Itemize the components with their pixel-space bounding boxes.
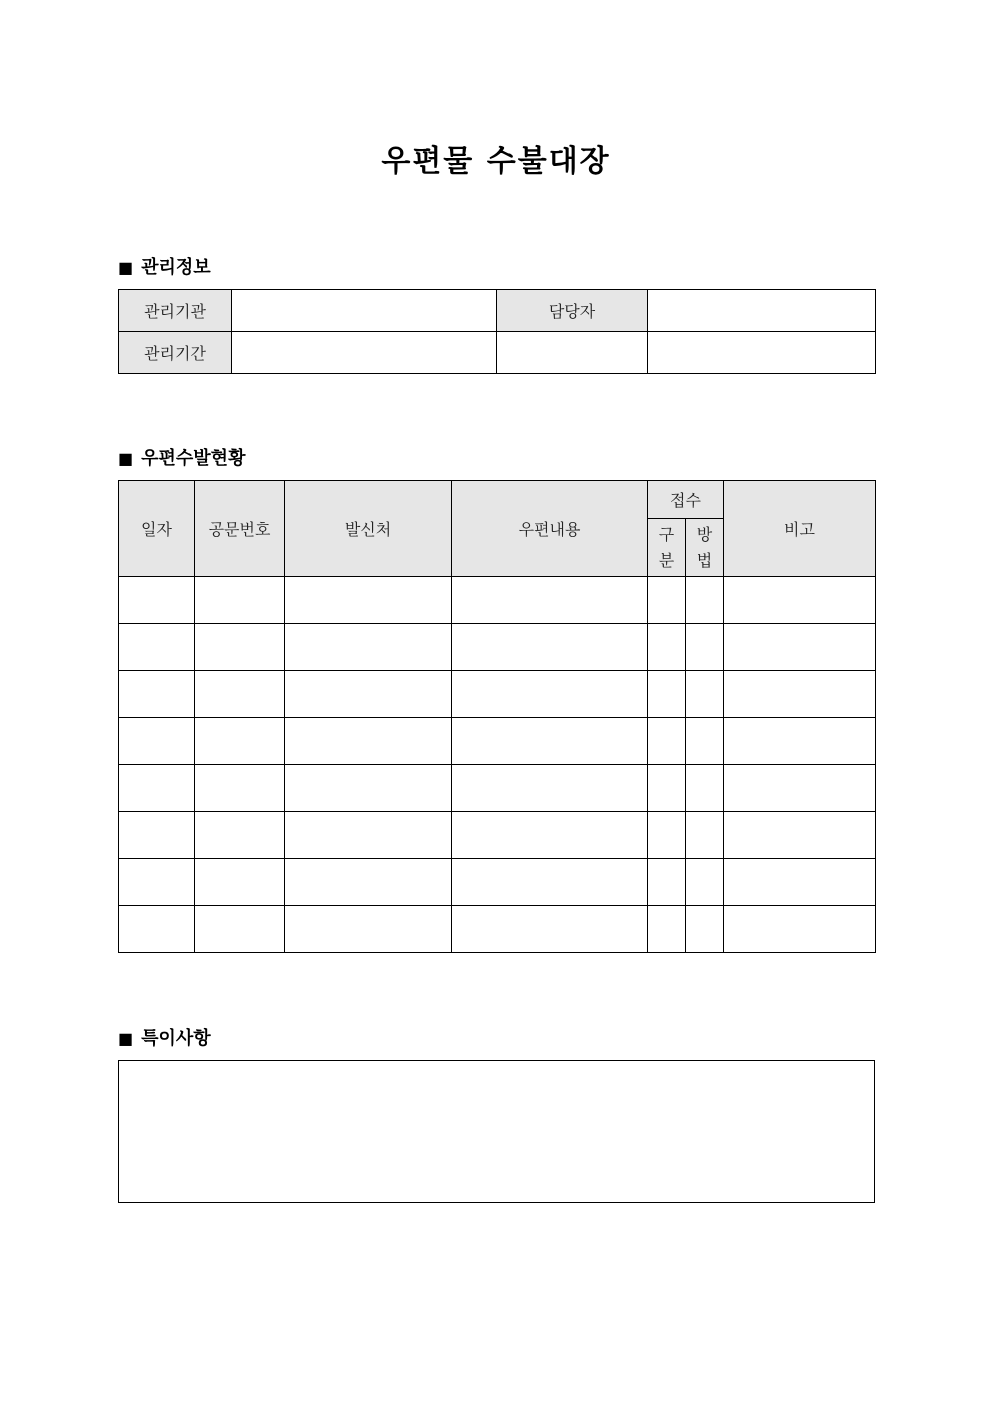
category-cell[interactable] (648, 906, 686, 953)
category-cell[interactable] (648, 765, 686, 812)
remarks-cell[interactable] (724, 577, 876, 624)
table-row (119, 812, 876, 859)
header-method (686, 519, 724, 577)
content-cell[interactable] (452, 765, 648, 812)
content-cell[interactable] (452, 812, 648, 859)
method-cell[interactable] (686, 812, 724, 859)
date-cell[interactable] (119, 624, 195, 671)
table-row (119, 765, 876, 812)
sender-cell[interactable] (285, 577, 452, 624)
manager-field[interactable] (648, 290, 876, 332)
agency-label: 관리기관 (119, 290, 232, 332)
sender-cell[interactable] (285, 765, 452, 812)
date-cell[interactable] (119, 671, 195, 718)
manager-label: 담당자 (497, 290, 648, 332)
table-row (119, 859, 876, 906)
header-content: 우편내용 (452, 481, 648, 577)
category-cell[interactable] (648, 718, 686, 765)
content-cell[interactable] (452, 671, 648, 718)
square-bullet-icon: ■ (118, 1029, 134, 1048)
date-cell[interactable] (119, 577, 195, 624)
header-remarks: 비고 (724, 481, 876, 577)
table-header-row (119, 481, 876, 519)
section-heading-notes (118, 1024, 211, 1050)
sender-cell[interactable] (285, 812, 452, 859)
date-cell[interactable] (119, 859, 195, 906)
remarks-cell[interactable] (724, 859, 876, 906)
method-cell[interactable] (686, 624, 724, 671)
doc-number-cell[interactable] (195, 577, 285, 624)
sender-cell[interactable] (285, 671, 452, 718)
date-cell[interactable] (119, 812, 195, 859)
category-cell[interactable] (648, 859, 686, 906)
doc-number-cell[interactable] (195, 812, 285, 859)
document-title: 우편물 수불대장 (381, 144, 611, 179)
section-heading-label: 관리정보 (141, 257, 211, 278)
method-cell[interactable] (686, 577, 724, 624)
content-cell[interactable] (452, 577, 648, 624)
content-cell[interactable] (452, 906, 648, 953)
doc-number-cell[interactable] (195, 671, 285, 718)
remarks-cell[interactable] (724, 718, 876, 765)
section-heading-label: 특이사항 (141, 1028, 211, 1049)
method-cell[interactable] (686, 859, 724, 906)
extra-field[interactable] (648, 332, 876, 374)
method-cell[interactable] (686, 765, 724, 812)
agency-field[interactable] (232, 290, 497, 332)
notes-field[interactable] (118, 1060, 875, 1203)
table-row (119, 718, 876, 765)
extra-field[interactable] (497, 332, 648, 374)
section-heading-label: 우편수발현황 (141, 448, 246, 469)
doc-number-cell[interactable] (195, 718, 285, 765)
remarks-cell[interactable] (724, 671, 876, 718)
header-category-top: 구 (658, 524, 675, 544)
doc-number-cell[interactable] (195, 859, 285, 906)
content-cell[interactable] (452, 718, 648, 765)
header-date: 일자 (119, 481, 195, 577)
period-field[interactable] (232, 332, 497, 374)
section-heading-mail-status (118, 444, 245, 470)
remarks-cell[interactable] (724, 624, 876, 671)
table-row (119, 290, 876, 332)
header-sender: 발신처 (285, 481, 452, 577)
square-bullet-icon: ■ (118, 258, 134, 277)
table-row (119, 577, 876, 624)
category-cell[interactable] (648, 624, 686, 671)
header-category-bottom: 분 (658, 550, 675, 570)
table-row (119, 624, 876, 671)
category-cell[interactable] (648, 577, 686, 624)
date-cell[interactable] (119, 906, 195, 953)
doc-number-cell[interactable] (195, 624, 285, 671)
sender-cell[interactable] (285, 859, 452, 906)
square-bullet-icon: ■ (118, 449, 134, 468)
mail-status-table (118, 480, 876, 953)
remarks-cell[interactable] (724, 765, 876, 812)
table-row (119, 671, 876, 718)
sender-cell[interactable] (285, 718, 452, 765)
header-category (648, 519, 686, 577)
date-cell[interactable] (119, 765, 195, 812)
sender-cell[interactable] (285, 624, 452, 671)
method-cell[interactable] (686, 906, 724, 953)
table-row (119, 332, 876, 374)
method-cell[interactable] (686, 718, 724, 765)
content-cell[interactable] (452, 859, 648, 906)
header-method-bottom: 법 (696, 550, 713, 570)
remarks-cell[interactable] (724, 906, 876, 953)
sender-cell[interactable] (285, 906, 452, 953)
date-cell[interactable] (119, 718, 195, 765)
method-cell[interactable] (686, 671, 724, 718)
doc-number-cell[interactable] (195, 906, 285, 953)
header-doc-number: 공문번호 (195, 481, 285, 577)
section-heading-management (118, 253, 211, 279)
table-row (119, 906, 876, 953)
header-method-top: 방 (696, 524, 713, 544)
management-info-table (118, 289, 876, 374)
category-cell[interactable] (648, 671, 686, 718)
doc-number-cell[interactable] (195, 765, 285, 812)
header-receipt: 접수 (648, 481, 724, 519)
remarks-cell[interactable] (724, 812, 876, 859)
category-cell[interactable] (648, 812, 686, 859)
content-cell[interactable] (452, 624, 648, 671)
period-label: 관리기간 (119, 332, 232, 374)
